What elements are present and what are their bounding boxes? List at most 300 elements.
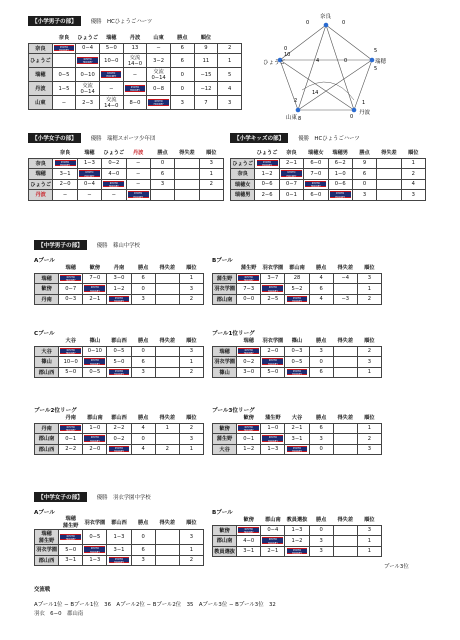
score-cell: 0−2 (107, 434, 131, 445)
score-cell: 3−7 (261, 273, 285, 284)
column-header: 蒲生野 (261, 413, 285, 423)
column-header: 歓傍 (237, 515, 261, 525)
score-cell: − (99, 82, 123, 96)
column-header: 勝点 (131, 413, 155, 423)
score-cell: 7−3 (237, 284, 261, 295)
boys-elementary-table (28, 33, 242, 110)
table-row (29, 96, 242, 110)
column-header: 瑞穂女 (304, 148, 328, 158)
column-header: 順位 (179, 336, 203, 346)
row-team-name: 奈良 (29, 158, 53, 169)
score-cell: 0 (170, 82, 194, 96)
team-logo-badge: KYOTO HOCKEY (287, 548, 308, 555)
score-cell: − (77, 190, 101, 201)
pool-label: プール3位リーグ (212, 408, 255, 414)
table-row (213, 294, 382, 305)
score-cell (155, 284, 179, 295)
column-header: 丹南 (59, 413, 83, 423)
score-cell: 0−7 (279, 179, 303, 190)
table-row (29, 43, 242, 54)
score-cell: 0 (131, 346, 155, 357)
column-header: 順位 (179, 515, 203, 530)
team-logo-badge: KYOTO HOCKEY (101, 71, 121, 78)
column-header: 順位 (357, 413, 381, 423)
score-cell: 1−2 (285, 536, 309, 547)
score-cell: 3 (150, 179, 174, 190)
score-cell (155, 530, 179, 545)
column-header: 得失差 (377, 148, 401, 158)
column-header (213, 515, 237, 525)
self-match-cell (107, 294, 131, 305)
self-match-cell (285, 546, 309, 557)
team-logo-badge: KYOTO HOCKEY (109, 369, 130, 376)
pool-b-table (212, 263, 382, 305)
table-row (213, 525, 382, 536)
score-cell: 0−6 (255, 179, 279, 190)
team-logo-badge: KYOTO HOCKEY (125, 85, 145, 92)
score-cell: 1 (199, 169, 223, 180)
table-row (35, 357, 204, 368)
section-header: 【中学男子の部】 (34, 240, 87, 250)
table-row (29, 54, 242, 68)
team-logo-badge: KYOTO HOCKEY (84, 358, 105, 365)
score-cell: 3 (357, 444, 381, 455)
pool-label: Aプール (34, 258, 55, 264)
team-logo-badge: KYOTO HOCKEY (262, 435, 283, 442)
section-header: 【小学キッズの部】 (230, 133, 288, 143)
kids-table (230, 148, 426, 201)
table-row (35, 367, 204, 378)
team-logo-badge: KYOTO HOCKEY (54, 45, 74, 52)
score-cell: 1 (218, 54, 242, 68)
score-cell: 7−0 (83, 273, 107, 284)
score-cell (155, 294, 179, 305)
table-row (213, 434, 382, 445)
score-cell: 0−5 (83, 530, 107, 545)
self-match-cell (126, 190, 150, 201)
score-cell: 1−3 (83, 555, 107, 566)
self-match-cell (83, 434, 107, 445)
score-cell (377, 190, 401, 201)
score-cell: 2 (155, 444, 179, 455)
edge-value: 0 (284, 46, 288, 52)
self-match-cell (261, 284, 285, 295)
pool-label: プール2位リーグ (34, 408, 77, 414)
score-cell: 2 (179, 555, 203, 566)
score-cell: 0 (309, 525, 333, 536)
row-team-name: 瑞穂 蒲生野 (35, 530, 59, 545)
team-logo-badge: KYOTO HOCKEY (257, 160, 278, 167)
table-row (29, 158, 224, 169)
row-team-name: 篠山 (213, 367, 237, 378)
winner-text: 優勝 瑞穂スポーツ少年団 (90, 136, 156, 142)
row-team-name: ひょうご (231, 158, 255, 169)
self-match-cell (285, 444, 309, 455)
column-header: 歓傍 (237, 413, 261, 423)
score-cell: 2 (357, 346, 381, 357)
team-logo-badge: KYOTO HOCKEY (262, 285, 283, 292)
row-team-name: 教員選抜 (213, 546, 237, 557)
column-header: ひょうご (255, 148, 279, 158)
score-cell: 0−10 (83, 346, 107, 357)
self-match-cell (255, 158, 279, 169)
column-header: 順位 (357, 263, 381, 273)
row-team-name: 瑞穂女 (231, 179, 255, 190)
team-logo-badge: KYOTO HOCKEY (109, 296, 130, 303)
score-cell: 0 (309, 444, 333, 455)
row-team-name: 郡山西 (35, 367, 59, 378)
score-cell: 3 (131, 555, 155, 566)
score-cell: − (147, 43, 171, 54)
team-logo-badge: KYOTO HOCKEY (128, 191, 149, 198)
pool-a-table (34, 263, 204, 305)
column-header: 郡山南 (285, 263, 309, 273)
score-cell: 10−0 (99, 54, 123, 68)
score-cell: 6 (352, 169, 376, 180)
score-cell (155, 273, 179, 284)
score-cell: 10−0 (59, 357, 83, 368)
score-cell (333, 423, 357, 434)
team-logo-badge: KYOTO HOCKEY (79, 170, 100, 177)
column-header: 瑞穂 (59, 263, 83, 273)
column-header: 郡山西 (107, 336, 131, 346)
self-match-cell (83, 284, 107, 295)
self-match-cell (76, 54, 100, 68)
row-team-name: 瑞穂男 (231, 190, 255, 201)
score-cell: 5−2 (285, 284, 309, 295)
girls-pool-b-table (212, 515, 382, 557)
column-header: 篠山 (83, 336, 107, 346)
section-header: 【小学女子の部】 (28, 133, 81, 143)
score-cell: 0 (131, 284, 155, 295)
girls-pool-a-table (34, 515, 204, 566)
score-cell: 0−3 (59, 294, 83, 305)
score-cell: 1−3 (285, 525, 309, 536)
score-cell: 6−0 (304, 158, 328, 169)
score-cell: 交流 0−14 (76, 82, 100, 96)
score-cell: 1−0 (328, 169, 352, 180)
team-logo-badge: KYOTO HOCKEY (238, 348, 259, 355)
column-header: 奈良 (52, 33, 76, 43)
score-cell: 3−1 (59, 555, 83, 566)
score-cell: 0−7 (59, 284, 83, 295)
table-header-row (35, 336, 204, 346)
column-header: 得失差 (333, 413, 357, 423)
score-cell: 6 (150, 169, 174, 180)
score-cell: 2−1 (285, 423, 309, 434)
column-header: 得失差 (333, 336, 357, 346)
score-cell (333, 357, 357, 368)
column-header: 篠山 (285, 336, 309, 346)
score-cell: 7 (194, 96, 218, 110)
score-cell: 5−0 (59, 545, 83, 556)
edge-value: 0 (350, 114, 354, 120)
score-cell (155, 434, 179, 445)
column-header: 得失差 (175, 148, 199, 158)
pool-3rd-league-table (212, 413, 382, 455)
score-cell: 28 (285, 273, 309, 284)
column-header: 順位 (357, 515, 381, 525)
score-cell: 3−0 (107, 273, 131, 284)
score-cell: 2 (199, 179, 223, 190)
table-row (35, 273, 204, 284)
self-match-cell (328, 190, 352, 201)
column-header (231, 148, 255, 158)
score-cell: 3 (357, 357, 381, 368)
column-header (213, 263, 237, 273)
score-cell: 0−5 (83, 367, 107, 378)
score-cell: 2−1 (261, 546, 285, 557)
self-match-cell (83, 545, 107, 556)
column-header: 勝点 (352, 148, 376, 158)
self-match-cell (107, 555, 131, 566)
edge-value: 0 (306, 20, 310, 26)
score-cell: 1 (155, 423, 179, 434)
score-cell: 2 (357, 434, 381, 445)
section-header: 【中学女子の部】 (34, 492, 87, 502)
team-logo-badge: KYOTO HOCKEY (238, 275, 259, 282)
table-row (29, 190, 224, 201)
pool-label: Cプール (34, 331, 55, 337)
score-cell: 6 (170, 54, 194, 68)
row-team-name: 奈良 (231, 169, 255, 180)
pool-c-table (34, 336, 204, 378)
winner-text: 優勝 羽衣学園中学校 (96, 495, 151, 501)
row-team-name: 郡山南 (213, 536, 237, 547)
score-cell: 9 (352, 158, 376, 169)
table-row (213, 546, 382, 557)
table-row (35, 530, 204, 545)
score-cell: 0−4 (261, 525, 285, 536)
score-cell: 3 (179, 434, 203, 445)
score-cell: 3 (131, 367, 155, 378)
score-cell (333, 346, 357, 357)
score-cell: 6 (309, 367, 333, 378)
score-cell (150, 190, 174, 201)
column-header: 順位 (401, 148, 425, 158)
score-cell: 3 (170, 96, 194, 110)
score-cell (155, 367, 179, 378)
column-header: 瑞穂男 (328, 148, 352, 158)
team-logo-badge: KYOTO HOCKEY (287, 446, 308, 453)
score-cell (333, 546, 357, 557)
score-cell: 2−1 (279, 158, 303, 169)
table-header-row (35, 263, 204, 273)
table-row (213, 346, 382, 357)
edge-value: 8 (298, 116, 302, 120)
section-header: 【小学男子の部】 (28, 16, 81, 26)
column-header: 瑞穂 (77, 148, 101, 158)
score-cell (175, 158, 199, 169)
score-cell: 2−3 (76, 96, 100, 110)
column-header: 羽衣学園 (261, 336, 285, 346)
column-header: 勝点 (170, 33, 194, 43)
edge-value: 10 (284, 52, 291, 58)
edge-value: 0 (342, 20, 346, 26)
score-cell (175, 169, 199, 180)
table-row (213, 444, 382, 455)
column-header (213, 413, 237, 423)
score-cell (175, 190, 199, 201)
table-row (35, 423, 204, 434)
score-cell: 0 (150, 158, 174, 169)
score-cell: 0−2 (237, 357, 261, 368)
table-header-row (231, 148, 426, 158)
score-cell: − (126, 169, 150, 180)
girls-elementary-table (28, 148, 224, 201)
self-match-cell (285, 294, 309, 305)
score-cell: −3 (333, 294, 357, 305)
row-team-name: 郡山南 (213, 294, 237, 305)
score-cell (333, 434, 357, 445)
column-header: 勝点 (309, 263, 333, 273)
score-cell: 1 (357, 284, 381, 295)
score-cell: 1 (179, 357, 203, 368)
score-cell (199, 190, 223, 201)
column-header: 大谷 (285, 413, 309, 423)
self-match-cell (123, 82, 147, 96)
column-header (35, 336, 59, 346)
score-cell: 3 (179, 284, 203, 295)
score-cell: 交流 14−0 (123, 54, 147, 68)
score-cell: 3 (309, 346, 333, 357)
team-logo-badge: KYOTO HOCKEY (109, 557, 130, 564)
score-cell: −15 (194, 68, 218, 82)
score-cell: 3 (309, 546, 333, 557)
score-cell: 8−0 (123, 96, 147, 110)
table-row (29, 179, 224, 190)
score-cell: 3−1 (285, 434, 309, 445)
score-cell: 0−6 (328, 179, 352, 190)
score-cell: 6 (309, 423, 333, 434)
team-logo-badge: KYOTO HOCKEY (103, 181, 124, 188)
edge-value: 2 (294, 98, 298, 104)
team-logo-badge: KYOTO HOCKEY (55, 160, 76, 167)
score-cell: 0−5 (285, 357, 309, 368)
score-cell: 1−0 (261, 423, 285, 434)
score-cell: 3−1 (237, 546, 261, 557)
column-header: 順位 (199, 148, 223, 158)
score-cell: 3 (401, 190, 425, 201)
score-cell (333, 367, 357, 378)
pool-2nd-league-table (34, 413, 204, 455)
score-cell: 3−2 (147, 54, 171, 68)
column-header: 歓傍 (83, 263, 107, 273)
self-match-cell (59, 423, 83, 434)
team-logo-badge: KYOTO HOCKEY (60, 534, 81, 541)
score-cell: 3 (131, 294, 155, 305)
score-cell: 4 (218, 82, 242, 96)
pool-label: プール1位リーグ (212, 331, 255, 337)
score-cell: 5−0 (59, 367, 83, 378)
score-cell: 4 (309, 294, 333, 305)
score-cell: 6 (131, 357, 155, 368)
score-cell: 4 (131, 423, 155, 434)
column-header: 丹南 (107, 263, 131, 273)
team-logo-badge: KYOTO HOCKEY (330, 191, 351, 198)
column-header (213, 336, 237, 346)
team-logo-badge: KYOTO HOCKEY (84, 285, 105, 292)
score-cell: 3 (199, 158, 223, 169)
self-match-cell (279, 169, 303, 180)
node-label: 奈良 (320, 14, 332, 20)
column-header: 郡山南 (261, 515, 285, 525)
score-cell: 5 (218, 68, 242, 82)
score-cell: 0−2 (102, 158, 126, 169)
score-cell: 6 (131, 545, 155, 556)
score-cell: 1−5 (52, 82, 76, 96)
score-cell: 6−2 (328, 158, 352, 169)
row-team-name: 羽衣学園 (35, 545, 59, 556)
column-header: 順位 (357, 336, 381, 346)
table-header-row (213, 413, 382, 423)
score-cell: 2 (401, 169, 425, 180)
score-cell (155, 545, 179, 556)
column-header: 順位 (179, 413, 203, 423)
row-team-name: 篠山 (35, 357, 59, 368)
column-header: 勝点 (131, 515, 155, 530)
score-cell: −4 (333, 273, 357, 284)
column-header: 得失差 (333, 515, 357, 525)
score-cell: 4 (309, 273, 333, 284)
table-row (213, 284, 382, 295)
column-header (29, 33, 53, 43)
row-team-name: ひょうご (29, 54, 53, 68)
score-cell: 0−1 (59, 434, 83, 445)
score-cell (333, 444, 357, 455)
self-match-cell (107, 444, 131, 455)
node-label: 山東 (286, 115, 298, 120)
score-cell: − (126, 179, 150, 190)
score-cell: 1−0 (83, 423, 107, 434)
self-match-cell (304, 179, 328, 190)
score-cell: 1 (179, 273, 203, 284)
table-header-row (35, 413, 204, 423)
score-cell: 1 (357, 546, 381, 557)
edge-value: 5 (374, 66, 378, 72)
row-team-name: 郡山西 (35, 444, 59, 455)
score-cell: 3−1 (53, 169, 77, 180)
score-cell: 4 (401, 179, 425, 190)
score-cell: 2−2 (107, 423, 131, 434)
row-team-name: 丹波 (29, 82, 53, 96)
column-header: 教員選抜 (285, 515, 309, 525)
score-cell: −12 (194, 82, 218, 96)
column-header: 得失差 (155, 515, 179, 530)
edge-value: 4 (316, 58, 320, 64)
column-header: 勝点 (131, 263, 155, 273)
row-team-name: 歓傍 (213, 525, 237, 536)
table-row (35, 545, 204, 556)
exchange-title: 交流戦 (34, 587, 51, 593)
self-match-cell (102, 179, 126, 190)
score-cell (377, 158, 401, 169)
score-cell: 3−1 (107, 545, 131, 556)
score-cell: 0−5 (52, 68, 76, 82)
column-header: 郡山西 (107, 413, 131, 423)
score-cell: 1 (357, 536, 381, 547)
table-row (213, 536, 382, 547)
table-row (231, 179, 426, 190)
score-cell: 2 (357, 294, 381, 305)
column-header (35, 515, 59, 530)
team-logo-badge: KYOTO HOCKEY (262, 537, 283, 544)
team-logo-badge: KYOTO HOCKEY (60, 348, 81, 355)
score-cell: 2−0 (261, 346, 285, 357)
column-header: 瑞穂 蒲生野 (59, 515, 83, 530)
score-cell: 2−0 (53, 179, 77, 190)
score-cell: 6 (170, 43, 194, 54)
